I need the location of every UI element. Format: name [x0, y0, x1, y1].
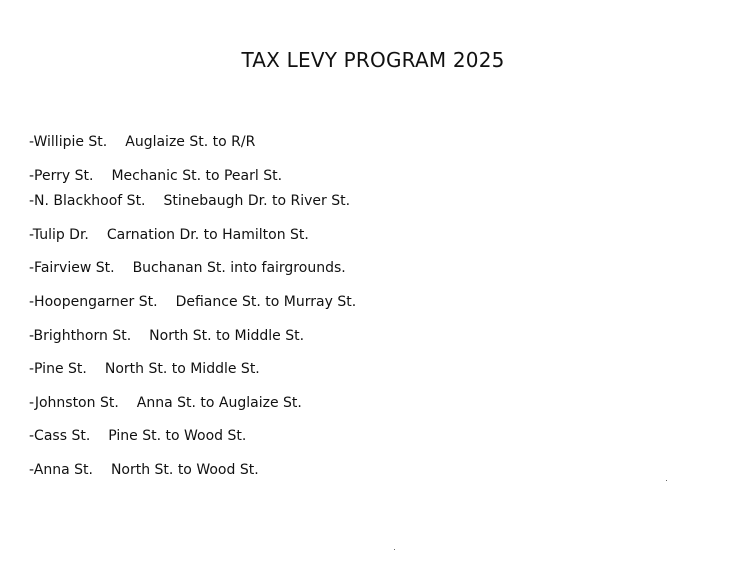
street-extent: North St. to Middle St.	[149, 328, 305, 344]
scan-speck	[394, 549, 395, 550]
list-item-willipie	[29, 133, 255, 151]
list-item-cass	[29, 427, 246, 445]
list-item-pine	[29, 360, 260, 378]
street-extent: Auglaize St. to R/R	[125, 134, 256, 150]
street-name: -Perry St.	[29, 168, 94, 184]
list-item-n-blackhoof	[29, 192, 350, 210]
street-extent: Defiance St. to Murray St.	[175, 294, 357, 310]
street-name: -Brighthorn St.	[29, 328, 132, 344]
street-extent: Mechanic St. to Pearl St.	[111, 168, 283, 184]
street-name: -Cass St.	[29, 428, 91, 444]
street-extent: Pine St. to Wood St.	[108, 428, 247, 444]
street-name: -Tulip Dr.	[29, 227, 89, 243]
list-item-anna	[29, 461, 259, 479]
street-extent: Stinebaugh Dr. to River St.	[163, 193, 351, 209]
street-name: -N. Blackhoof St.	[29, 193, 146, 209]
list-item-tulip	[29, 226, 309, 244]
list-item-brighthorn	[29, 327, 304, 345]
street-extent: Buchanan St. into fairgrounds.	[132, 260, 346, 276]
scan-speck	[666, 480, 667, 481]
street-extent: Anna St. to Auglaize St.	[136, 395, 302, 411]
page-title: TAX LEVY PROGRAM 2025	[241, 48, 505, 72]
street-name: -Hoopengarner St.	[29, 294, 158, 310]
list-item-perry	[29, 167, 282, 185]
street-name: -Anna St.	[29, 462, 93, 478]
street-name: -Pine St.	[29, 361, 87, 377]
street-extent: North St. to Middle St.	[104, 361, 260, 377]
list-item-fairview	[29, 259, 346, 277]
list-item-johnston	[29, 394, 302, 412]
street-name: -Fairview St.	[29, 260, 115, 276]
list-item-hoopengarner	[29, 293, 356, 311]
street-extent: Carnation Dr. to Hamilton St.	[106, 227, 309, 243]
street-extent: North St. to Wood St.	[110, 462, 259, 478]
street-name: -Willipie St.	[29, 134, 108, 150]
street-name: -Johnston St.	[29, 395, 119, 411]
